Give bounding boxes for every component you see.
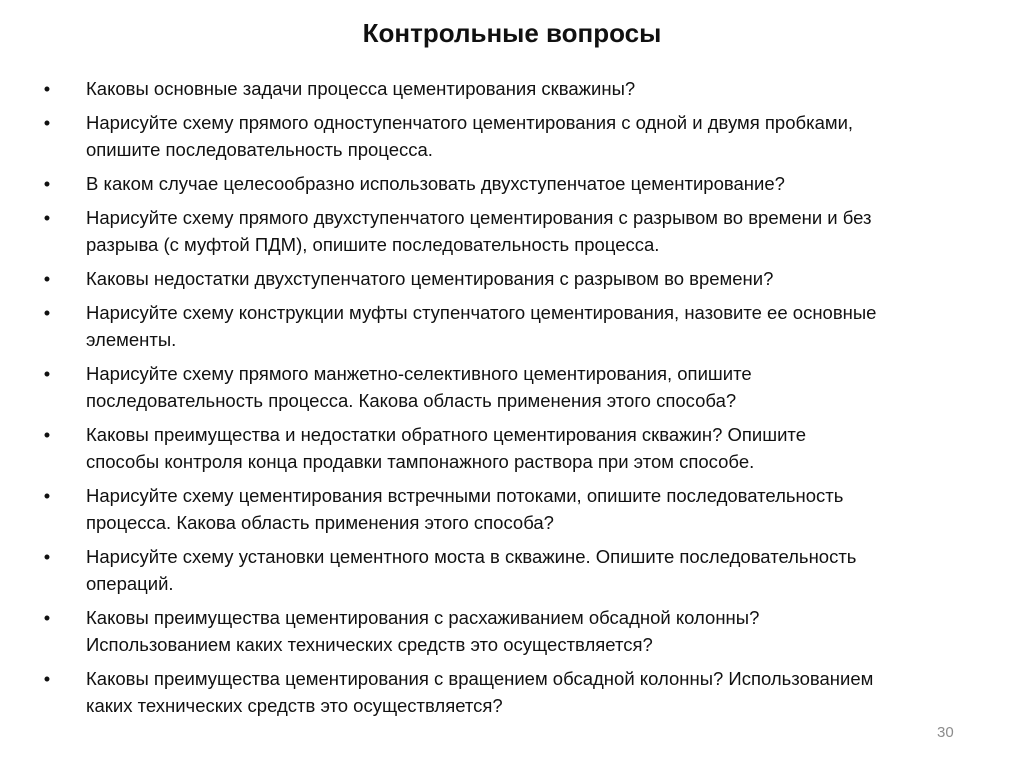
slide-title: Контрольные вопросы (362, 18, 662, 48)
list-item (40, 109, 876, 163)
question-text-line: В каком случае целесообразно использовать двухступенчатое цементирование? (86, 173, 785, 194)
question-text-line: Каковы преимущества цементирования с расхаживанием обсадной колонны? (86, 607, 760, 628)
question-text-line: Использованием каких технических средств это осуществляется? (86, 634, 653, 655)
question-text-line: последовательность процесса. Какова область применения этого способа? (86, 390, 737, 411)
bullet-icon: • (43, 607, 51, 628)
question-text-line: Нарисуйте схему конструкции муфты ступенчатого цементирования, назовите ее основные (86, 302, 877, 323)
question-text-line: Нарисуйте схему цементирования встречными потоками, опишите последовательность (86, 485, 844, 506)
question-text-line: Каковы основные задачи процесса цементирования скважины? (86, 78, 636, 99)
bullet-icon: • (43, 112, 51, 133)
bullet-icon: • (43, 78, 51, 99)
bullet-icon: • (43, 363, 51, 384)
list-item (40, 204, 876, 258)
list-item (40, 604, 876, 658)
question-text-line: процесса. Какова область применения этого способа? (86, 512, 554, 533)
question-text-line: Нарисуйте схему прямого манжетно-селективного цементирования, опишите (86, 363, 752, 384)
bullet-icon: • (43, 207, 51, 228)
question-text-line: операций. (86, 573, 174, 594)
page-number: 30 (937, 724, 954, 741)
list-item (40, 75, 876, 102)
list-item (40, 170, 876, 197)
question-text-line: каких технических средств это осуществляется? (86, 695, 503, 716)
question-text-line: Каковы недостатки двухступенчатого цементирования с разрывом во времени? (86, 268, 774, 289)
list-item (40, 543, 876, 597)
bullet-icon: • (43, 302, 51, 323)
questions-list (40, 75, 876, 726)
list-item (40, 299, 876, 353)
question-text-line: опишите последовательность процесса. (86, 139, 433, 160)
question-text-line: Нарисуйте схему прямого двухступенчатого цементирования с разрывом во времени и без (86, 207, 872, 228)
list-item (40, 265, 876, 292)
question-text-line: разрыва (с муфтой ПДМ), опишите последовательность процесса. (86, 234, 660, 255)
question-text-line: элементы. (86, 329, 177, 350)
list-item (40, 665, 876, 719)
list-item (40, 482, 876, 536)
bullet-icon: • (43, 668, 51, 689)
bullet-icon: • (43, 173, 51, 194)
bullet-icon: • (43, 485, 51, 506)
question-text-line: способы контроля конца продавки тампонажного раствора при этом способе. (86, 451, 755, 472)
bullet-icon: • (43, 546, 51, 567)
question-text-line: Каковы преимущества и недостатки обратного цементирования скважин? Опишите (86, 424, 806, 445)
question-text-line: Каковы преимущества цементирования с вращением обсадной колонны? Использованием (86, 668, 874, 689)
list-item (40, 421, 876, 475)
question-text-line: Нарисуйте схему установки цементного моста в скважине. Опишите последовательность (86, 546, 857, 567)
question-text-line: Нарисуйте схему прямого одноступенчатого цементирования с одной и двумя пробками, (86, 112, 854, 133)
bullet-icon: • (43, 268, 51, 289)
bullet-icon: • (43, 424, 51, 445)
list-item (40, 360, 876, 414)
